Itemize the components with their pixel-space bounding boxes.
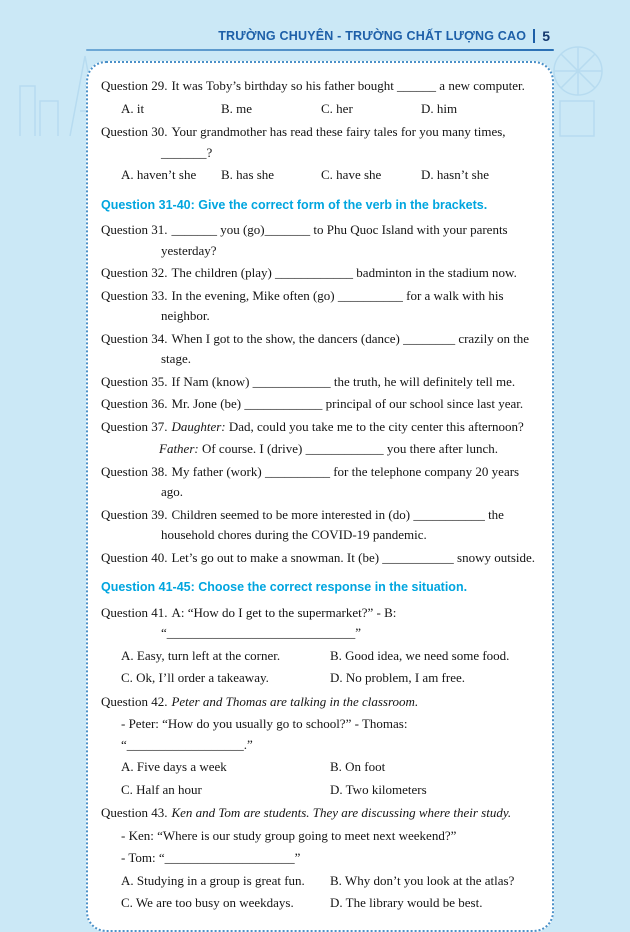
option-a: A. Easy, turn left at the corner.	[121, 647, 281, 663]
question-35-text: If Nam (know) ____________ the truth, he will definitely tell me.	[171, 373, 516, 389]
section-header-41-45: Question 41-45: Choose the correct response in the situation.	[101, 580, 468, 594]
option-b: B. On foot	[330, 759, 386, 774]
question-35-label: Question 35.	[101, 373, 168, 389]
question-37	[101, 417, 539, 438]
question-42-options	[101, 757, 539, 800]
question-43-line2: - Tom: “____________________”	[121, 850, 301, 865]
question-43-intro: Ken and Tom are students. They are discussing where their study.	[171, 805, 512, 820]
question-36	[101, 394, 539, 415]
header-divider	[533, 29, 535, 43]
question-39-label: Question 39.	[101, 506, 168, 522]
question-40	[101, 548, 539, 569]
question-34-label: Question 34.	[101, 330, 168, 346]
question-37-label: Question 37.	[101, 418, 168, 434]
question-41-text: A: “How do I get to the supermarket?” - B: “_____________________________”	[161, 604, 397, 640]
option-a: A. Studying in a group is great fun.	[121, 872, 305, 888]
header-title: TRƯỜNG CHUYÊN - TRƯỜNG CHẤT LƯỢNG CAO	[218, 29, 527, 43]
option-a: A. it	[121, 100, 145, 116]
question-43-label: Question 43.	[101, 805, 168, 820]
option-c: C. Ok, I’ll order a takeaway.	[121, 670, 269, 685]
question-36-label: Question 36.	[101, 396, 168, 411]
question-30-label: Question 30.	[101, 124, 168, 139]
question-42	[101, 692, 539, 713]
option-b: B. has she	[221, 167, 275, 182]
option-b: B. me	[221, 100, 253, 116]
question-37-speaker-daughter: Daughter:	[171, 418, 226, 434]
option-d: D. No problem, I am free.	[330, 670, 466, 685]
question-42-dialog: - Peter: “How do you usually go to school?” - Thomas: “__________________.”	[121, 716, 408, 752]
question-34	[101, 329, 539, 370]
option-a: A. Five days a week	[121, 759, 227, 774]
question-30-text: Your grandmother has read these fairy tales for you many times, _______?	[161, 124, 506, 160]
question-37-speaker-father: Father:	[159, 441, 199, 456]
question-43-line1: - Ken: “Where is our study group going to meet next weekend?”	[121, 827, 457, 843]
question-31	[101, 220, 539, 261]
option-c: C. have she	[321, 167, 382, 182]
question-41	[101, 603, 539, 644]
question-33	[101, 286, 539, 327]
question-38-text: My father (work) __________ for the telephone company 20 years ago.	[161, 463, 520, 499]
question-32-text: The children (play) ____________ badminton in the stadium now.	[171, 265, 517, 280]
page-number: 5	[542, 28, 550, 44]
question-29-options	[101, 99, 539, 120]
question-29	[101, 76, 539, 97]
option-b: B. Good idea, we need some food.	[330, 647, 510, 663]
question-42-intro: Peter and Thomas are talking in the classroom.	[171, 693, 419, 709]
question-40-label: Question 40.	[101, 549, 168, 565]
question-39-text: Children seemed to be more interested in (do) ___________ the household chores during the COVID-19 pandemic.	[161, 506, 504, 542]
question-43-options	[101, 871, 539, 914]
option-d: D. Two kilometers	[330, 781, 427, 797]
question-30-options	[101, 165, 539, 186]
question-38-label: Question 38.	[101, 463, 168, 479]
question-33-text: In the evening, Mike often (go) __________ for a walk with his neighbor.	[161, 287, 504, 323]
question-29-text: It was Toby’s birthday so his father bought ______ a new computer.	[171, 78, 525, 93]
option-d: D. The library would be best.	[330, 895, 483, 910]
question-33-label: Question 33.	[101, 287, 168, 303]
option-c: C. We are too busy on weekdays.	[121, 895, 294, 910]
option-d: D. hasn’t she	[421, 167, 490, 182]
question-37-line2-text: Of course. I (drive) ____________ you there after lunch.	[198, 441, 498, 456]
page	[86, 26, 554, 932]
question-31-label: Question 31.	[101, 222, 168, 237]
question-40-text: Let’s go out to make a snowman. It (be) ___________ snowy outside.	[171, 549, 536, 565]
question-32-label: Question 32.	[101, 265, 168, 280]
question-37-line1: Dad, could you take me to the city center this afternoon?	[225, 418, 524, 434]
content-box	[86, 61, 554, 932]
question-43	[101, 803, 539, 824]
page-header	[86, 26, 554, 46]
question-32	[101, 263, 539, 284]
question-37-line2	[159, 439, 539, 460]
question-35	[101, 372, 539, 393]
option-c: C. her	[321, 100, 353, 116]
question-31-text: _______ you (go)_______ to Phu Quoc Island with your parents yesterday?	[161, 222, 508, 258]
section-header-31-40: Question 31-40: Give the correct form of the verb in the brackets.	[101, 197, 488, 212]
question-34-text: When I got to the show, the dancers (dance) ________ crazily on the stage.	[161, 330, 530, 366]
header-rule	[86, 49, 554, 51]
question-41-label: Question 41.	[101, 604, 168, 620]
question-38	[101, 462, 539, 503]
option-d: D. him	[421, 100, 458, 116]
question-41-options	[101, 646, 539, 689]
question-39	[101, 505, 539, 546]
question-36-text: Mr. Jone (be) ____________ principal of our school since last year.	[171, 396, 524, 411]
option-c: C. Half an hour	[121, 781, 202, 797]
question-42-label: Question 42.	[101, 693, 168, 709]
option-b: B. Why don’t you look at the atlas?	[330, 872, 515, 888]
question-30	[101, 122, 539, 163]
option-a: A. haven’t she	[121, 167, 197, 182]
question-29-label: Question 29.	[101, 78, 168, 93]
